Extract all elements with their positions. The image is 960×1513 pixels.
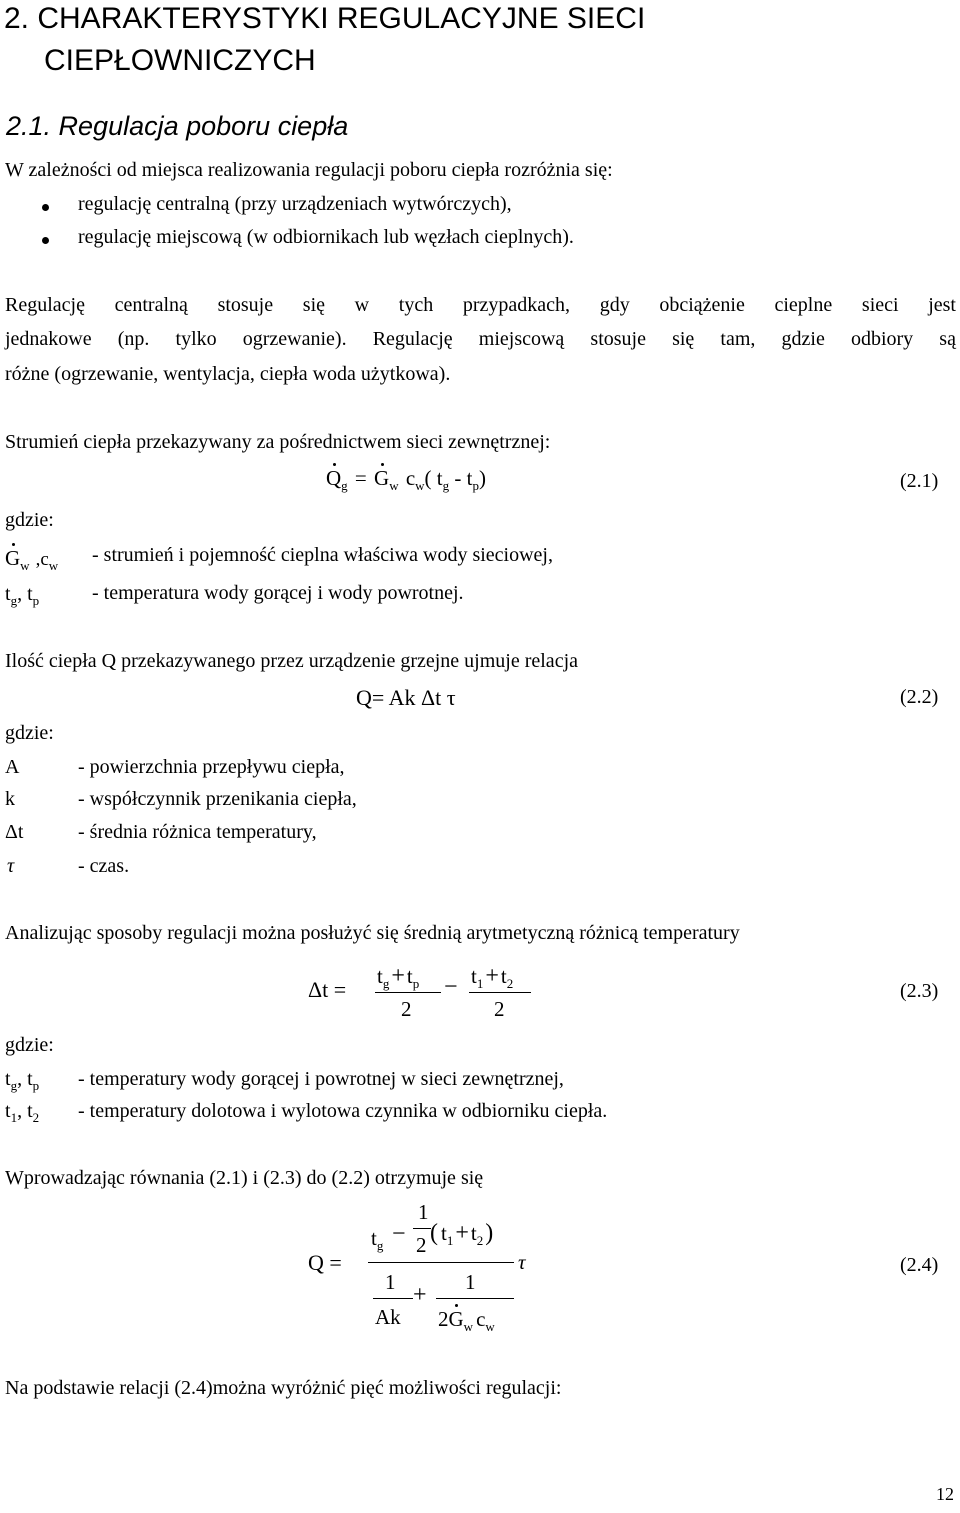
symbol-description: - strumień i pojemność cieplna właściwa wody sieciowej, xyxy=(92,544,553,566)
eq24-top-tg: $t_g$ xyxy=(371,1226,384,1253)
eq24-b2-num: 1 xyxy=(465,1270,476,1294)
fraction-bar xyxy=(368,1262,514,1263)
fraction-bar xyxy=(469,992,531,993)
equation-2-1: $Q_g = G_w$ $c_w$( $t_g - t_p$) xyxy=(326,466,486,493)
symbol-k: k xyxy=(5,788,15,810)
chapter-title-line1: 2. CHARAKTERYSTYKI REGULACYJNE SIECI xyxy=(4,2,646,35)
fraction-bar xyxy=(373,1298,413,1299)
eq24-tau: τ xyxy=(518,1250,526,1274)
eq24-half-den: 2 xyxy=(416,1233,427,1257)
paragraph-line: różne (ogrzewanie, wentylacja, ciepła woda użytkowa). xyxy=(5,363,451,385)
symbol-description: - temperatury dolotowa i wylotowa czynnika w odbiorniku ciepła. xyxy=(78,1100,608,1122)
eq24-b1-den: Ak xyxy=(375,1305,401,1329)
equation-number: (2.4) xyxy=(900,1254,939,1276)
equation-number: (2.2) xyxy=(900,686,939,708)
symbol-description: - czas. xyxy=(78,855,130,877)
substitution-text: Wprowadzając równania (2.1) i (2.3) do (2.2) otrzymuje się xyxy=(5,1167,484,1189)
intro-text: W zależności od miejsca realizowania regulacji poboru ciepła rozróżnia się: xyxy=(5,159,613,181)
paragraph-line: Regulację centralną stosuje się w tych przypadkach, gdy obciążenie cieplne sieci jest xyxy=(5,294,956,316)
eq24-b-plus: + xyxy=(413,1282,427,1308)
eq24-top-paren: ( $t_1+t_2$) xyxy=(430,1220,494,1248)
equation-number: (2.3) xyxy=(900,980,939,1002)
where-label: gdzie: xyxy=(5,509,54,531)
symbol-tg-tp: $t_g$, $t_p$ xyxy=(5,1068,40,1093)
page-number: 12 xyxy=(936,1484,954,1504)
eq24-top-minus: − xyxy=(392,1221,406,1247)
equation-number: (2.1) xyxy=(900,470,939,492)
symbol-description: - średnia różnica temperatury, xyxy=(78,821,317,843)
symbol-description: - temperatury wody gorącej i powrotnej w sieci zewnętrznej, xyxy=(78,1068,564,1090)
eq23-lhs: Δt = xyxy=(308,977,347,1002)
symbol-delta-t: Δt xyxy=(5,821,24,843)
eq23-numerator-2: $t_1+t_2$ xyxy=(471,963,514,991)
eq23-minus: − xyxy=(444,974,458,1000)
symbol-tg-tp: $t_g$, $t_p$ xyxy=(5,583,40,608)
bullet-item: regulację miejscową (w odbiornikach lub węzłach cieplnych). xyxy=(78,226,574,248)
eq23-denominator-2: 2 xyxy=(494,997,505,1021)
stream-intro: Strumień ciepła przekazywany za pośrednictwem sieci zewnętrznej: xyxy=(5,431,551,453)
heat-intro: Ilość ciepła Q przekazywanego przez urządzenie grzejne ujmuje relacja xyxy=(5,650,578,672)
eq24-lhs: Q = xyxy=(308,1250,342,1275)
bullet-item: regulację centralną (przy urządzeniach wytwórczych), xyxy=(78,193,512,215)
symbol-description: - powierzchnia przepływu ciepła, xyxy=(78,756,345,778)
bullet-icon xyxy=(42,204,49,211)
paragraph-line: jednakowe (np. tylko ogrzewanie). Regulację miejscową stosuje się tam, gdzie odbiory są xyxy=(5,328,956,350)
section-title: 2.1. Regulacja poboru ciepła xyxy=(6,111,349,141)
closing-text: Na podstawie relacji (2.4)można wyróżnić pięć możliwości regulacji: xyxy=(5,1377,562,1399)
bullet-icon xyxy=(42,237,49,244)
eq24-b1-num: 1 xyxy=(385,1270,396,1294)
eq24-half-num: 1 xyxy=(418,1200,429,1224)
equation-2-2: Q= Ak Δt τ xyxy=(356,685,456,710)
chapter-title-line2: CIEPŁOWNICZYCH xyxy=(44,44,316,77)
symbol-t1-t2: $t_1$, $t_2$ xyxy=(5,1100,40,1125)
fraction-bar xyxy=(375,992,441,993)
symbol-description: - temperatura wody gorącej i wody powrotnej. xyxy=(92,582,464,604)
eq23-numerator-1: $t_g+t_p$ xyxy=(377,963,420,991)
where-label: gdzie: xyxy=(5,1034,54,1056)
fraction-bar xyxy=(436,1298,514,1299)
analysis-text: Analizując sposoby regulacji można posłużyć się średnią arytmetyczną różnicą temperatury xyxy=(5,922,740,944)
fraction-bar xyxy=(413,1228,431,1229)
symbol-Gw-cw: $G_w$ $,c_w$ xyxy=(5,546,59,573)
symbol-A: A xyxy=(5,756,20,778)
where-label: gdzie: xyxy=(5,722,54,744)
eq23-denominator-1: 2 xyxy=(401,997,412,1021)
symbol-tau: τ xyxy=(7,855,15,877)
eq24-b2-den: $2G_w$ $c_w$ xyxy=(438,1307,495,1334)
symbol-description: - współczynnik przenikania ciepła, xyxy=(78,788,357,810)
